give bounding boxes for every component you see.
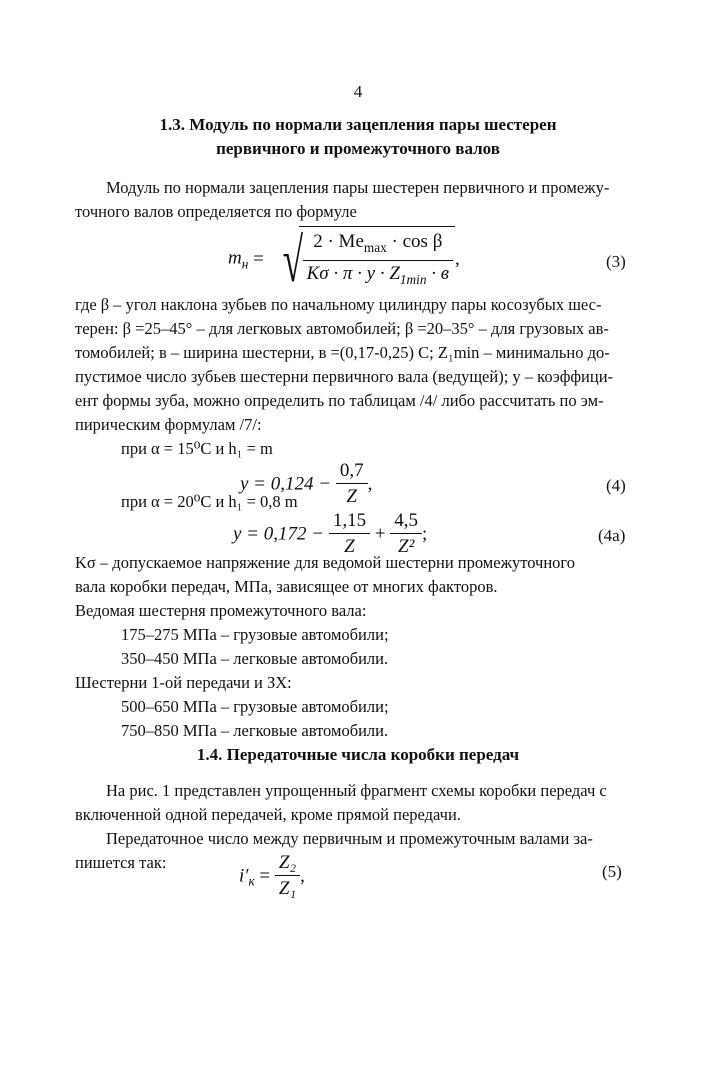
eq4-number: (4)	[606, 476, 626, 495]
eq4a-numerator-1: 1,15	[329, 509, 370, 534]
intro-line-1: Модуль по нормали зацепления пары шестерен первичного и промежу-	[106, 178, 610, 197]
eq3-number: (3)	[606, 252, 626, 271]
eq4a-numerator-2: 4,5	[390, 509, 422, 534]
driven-item-2: 350–450 МПа – легковые автомобили.	[121, 649, 389, 668]
eq4-denominator: Z	[346, 486, 357, 507]
where-line-5: ент формы зуба, можно определить по таблицам /4/ либо рассчитать по эм-	[75, 391, 604, 410]
k-sigma-line-2: вала коробки передач, МПа, зависящее от многих факторов.	[75, 577, 498, 596]
eq3-sqrt: √ $\frac{2 \cdot Me_{max} \cdot \cos \beta}{K\sigma \cdot \pi \cdot y \cdot Z_{1min} \cdot в}$	[269, 226, 455, 293]
gears-item-2: 750–850 МПа – легковые автомобили.	[121, 721, 389, 740]
eq3-fraction	[303, 230, 453, 293]
para1-line-1: На рис. 1 представлен упрощенный фрагмент схемы коробки передач с	[106, 781, 607, 800]
eq5-denominator: Z₁	[278, 878, 297, 899]
where-line-3: томобилей; в – ширина шестерни, в =(0,17-0,25) C; Z₁min – минимально до-	[75, 343, 610, 362]
equation-5: $i'_к$ = $\frac{\text{Z₂}}{\text{Z₁}}$ ,	[239, 851, 305, 902]
eq4a-denominator-1: Z	[344, 536, 355, 557]
where-line-6: пирическим формулам /7/:	[75, 415, 262, 434]
k-sigma-line-1: Kσ – допускаемое напряжение для ведомой шестерни промежуточного	[75, 553, 576, 572]
where-line-1: где β – угол наклона зубьев по начальному цилиндру пары косозубых шес-	[75, 295, 602, 314]
where-line-4: пустимое число зубьев шестерни первичного вала (ведущей); y – коэффици-	[75, 367, 614, 386]
driven-item-1: 175–275 МПа – грузовые автомобили;	[121, 625, 389, 644]
eq4a-number: (4а)	[598, 526, 626, 545]
eq3-denominator: $K\sigma \cdot \pi \cdot y \cdot Z_{1min} \cdot в$	[306, 262, 450, 287]
equation-3: $m_н$ = √ $\frac{2 \cdot Me_{max} \cdot \cos \beta}{K\sigma \cdot \pi \cdot y \cdot Z_{1min} \cdot в}$ ,	[228, 227, 460, 296]
where-line-2: терен: β =25–45° – для легковых автомобилей; β =20–35° – для грузовых ав-	[75, 319, 609, 338]
condition-2: при α = 20⁰С и h₁ = 0,8 m	[121, 492, 298, 511]
driven-gear-heading: Ведомая шестерня промежуточного вала:	[75, 601, 367, 620]
section-1-4-title: 1.4. Передаточные числа коробки передач	[196, 745, 520, 764]
intro-line-2: точного валов определяется по формуле	[75, 202, 357, 221]
eq5-numerator: Z₂	[275, 851, 300, 876]
equation-4: y = 0,124 − $\frac{0,7}{Z}$ ,	[240, 459, 372, 510]
para2-line-1: Передаточное число между первичным и промежуточным валами за-	[106, 829, 593, 848]
gears-heading: Шестерни 1-ой передачи и ЗХ:	[75, 673, 292, 692]
para2-line-2: пишется так:	[75, 853, 167, 872]
section-1-3-title-line-1: 1.3. Модуль по нормали зацепления пары шестерен	[159, 115, 557, 134]
eq3-lhs: m	[228, 247, 242, 269]
section-1-3-title-line-2: первичного и промежуточного валов	[216, 139, 500, 158]
eq4-numerator: 0,7	[336, 459, 368, 484]
equation-4a: y = 0,172 − $\frac{1,15}{Z}$ + $\frac{4,5}{\text{Z²}}$ ;	[233, 509, 427, 560]
condition-1: при α = 15⁰С и h₁ = m	[121, 439, 273, 458]
eq3-numerator: $2 \cdot Me_{max} \cdot \cos \beta$	[303, 230, 453, 261]
eq3-lhs-sub: н	[241, 256, 249, 272]
para1-line-2: включенной одной передачей, кроме прямой передачи.	[75, 805, 461, 824]
page-number: 4	[353, 82, 363, 101]
gears-item-1: 500–650 МПа – грузовые автомобили;	[121, 697, 389, 716]
eq4a-denominator-2: Z²	[398, 536, 415, 557]
eq5-number: (5)	[602, 862, 622, 881]
